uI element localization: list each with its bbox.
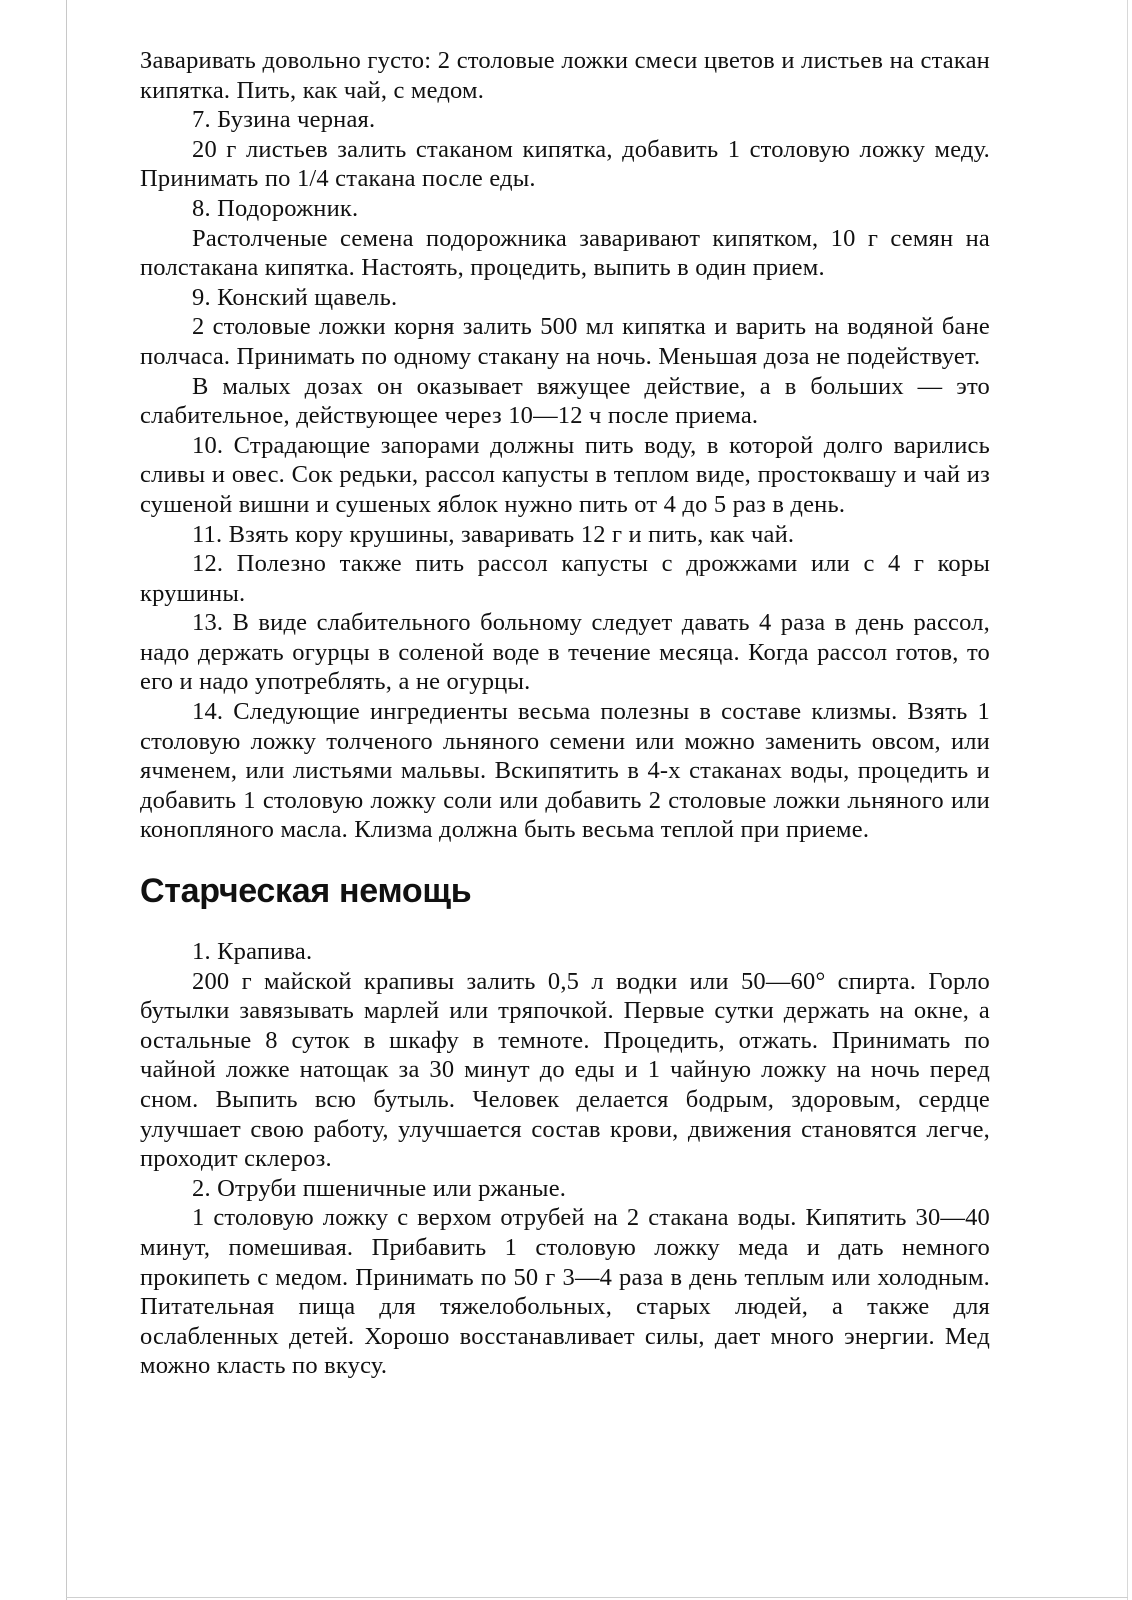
item-14: 14. Следующие ингредиенты весьма полезны в составе клизмы. Взять 1 столовую ложку толченого льняного семени или можно заменить овсом, или ячменем, или листьями мальвы. Вскипятить в 4-х стаканах воды, процедить и добавить 1 столовую ложку соли или добавить 2 столовые ложки льняного или конопляного масла. Клизма должна быть весьма теплой при приеме. (140, 698, 990, 844)
item-text-1: 200 г майской крапивы залить 0,5 л водки или 50—60° спирта. Горло бутылки завязывать марлей или тряпочкой. Первые сутки держать на окне, а остальные 8 суток в шкафу в темноте. Процедить, отжать. Принимать по чайной ложке натощак за 30 минут до еды и 1 чайную ложку на ночь перед сном. Выпить всю бутыль. Человек делается бодрым, здоровым, сердце улучшает свою работу, улучшается состав крови, движения становятся легче, проходит склероз. (140, 967, 990, 1173)
item-10: 10. Страдающие запорами должны пить воду, в которой долго варились сливы и овес. Сок редьки, рассол капусты в теплом виде, простоквашу и чай из сушеной вишни и сушеных яблок нужно пить от 4 до 5 раз в день. (140, 431, 990, 518)
section-heading: Старческая немощь (140, 872, 472, 911)
item-text-7: 20 г листьев залить стаканом кипятка, добавить 1 столовую ложку меду. Принимать по 1/4 стакана после еды. (140, 135, 990, 193)
item-heading-2: 2. Отруби пшеничные или ржаные. (192, 1174, 567, 1202)
item-text-2: 1 столовую ложку с верхом отрубей на 2 стакана воды. Кипятить 30—40 минут, помешивая. Прибавить 1 столовую ложку меда и дать немного прокипеть с медом. Принимать по 50 г 3—4 раза в день теплым или холодным. Питательная пища для тяжелобольных, старых людей, а также для ослабленных детей. Хорошо восстанавливает силы, дает много энергии. Мед можно класть по вкусу. (140, 1204, 990, 1380)
item-13: 13. В виде слабительного больному следует давать 4 раза в день рассол, надо держать огурцы в соленой воде в течение месяца. Когда рассол готов, то его и надо употреблять, а не огурцы. (140, 609, 990, 696)
item-heading-8: 8. Подорожник. (192, 194, 359, 222)
scan-edge-bottom (66, 1597, 1128, 1598)
item-11: 11. Взять кору крушины, заваривать 12 г и пить, как чай. (192, 520, 795, 548)
item-12: 12. Полезно также пить рассол капусты с дрожжами или с 4 г коры крушины. (140, 550, 990, 607)
scan-edge-right (1127, 0, 1128, 1600)
scan-edge-left (66, 0, 67, 1600)
item-text-9-note: В малых дозах он оказывает вяжущее действие, а в больших — это слабительное, действующее через 10—12 ч после приема. (140, 372, 990, 430)
item-text-9: 2 столовые ложки корня залить 500 мл кипятка и варить на водяной бане полчаса. Принимать по одному стакану на ночь. Меньшая доза не подействует. (140, 313, 990, 370)
book-page (140, 46, 990, 1381)
item-heading-1: 1. Крапива. (192, 938, 313, 966)
item-text-8: Растолченые семена подорожника заваривают кипятком, 10 г семян на полстакана кипятка. Настоять, процедить, выпить в один прием. (140, 224, 990, 282)
top-section (140, 46, 990, 845)
item-heading-9: 9. Конский щавель. (192, 283, 398, 311)
item-heading-7: 7. Бузина черная. (192, 106, 376, 134)
paragraph-continuation: Заваривать довольно густо: 2 столовые ложки смеси цветов и листьев на стакан кипятка. Пить, как чай, с медом. (140, 47, 990, 104)
section-body (140, 937, 990, 1381)
